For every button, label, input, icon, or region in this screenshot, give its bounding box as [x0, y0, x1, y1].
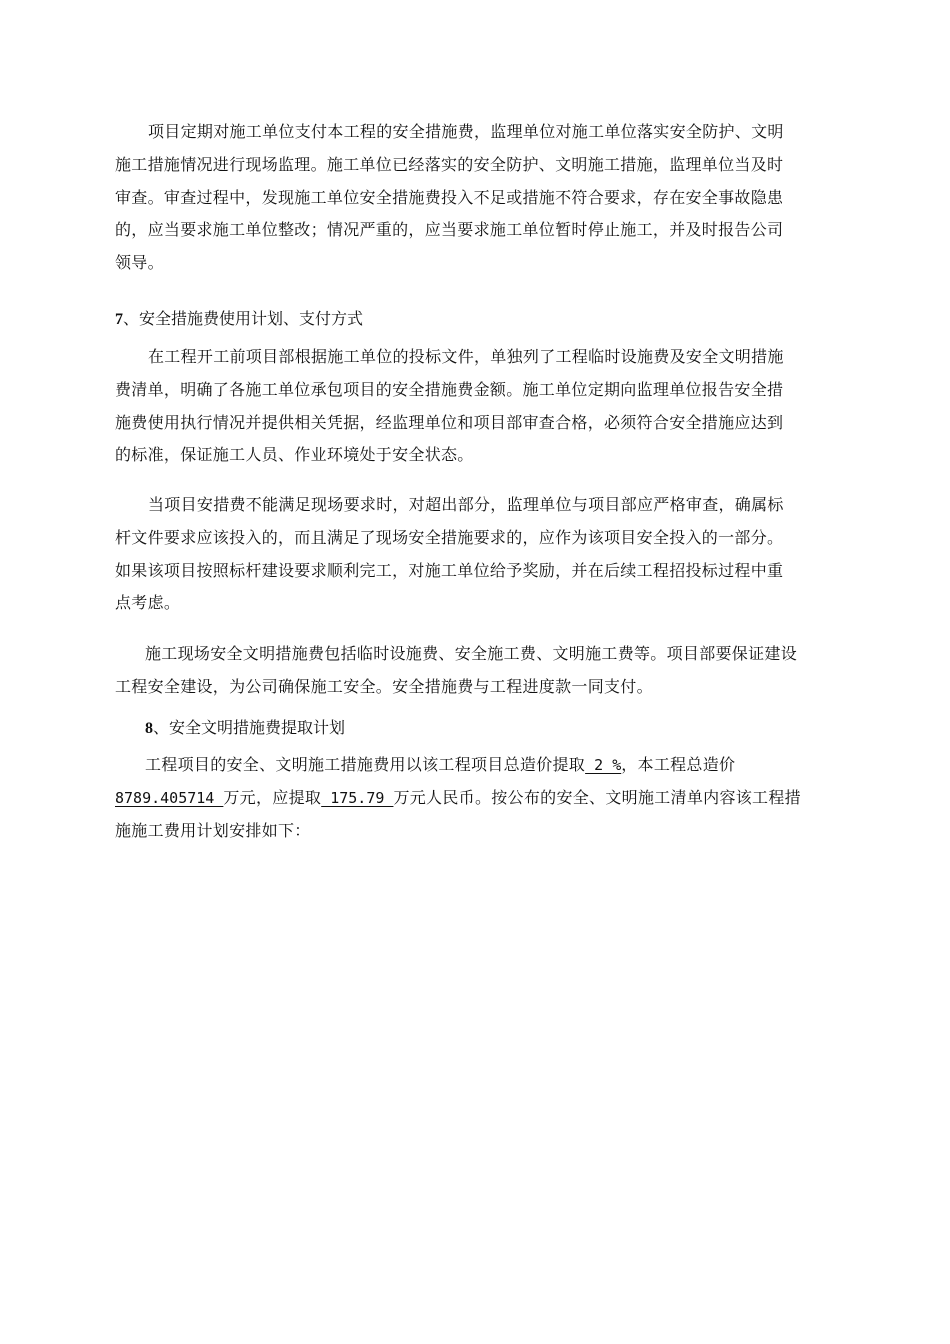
text-line: 费清单，明确了各施工单位承包项目的安全措施费金额。施工单位定期向监理单位报告安全措	[115, 379, 784, 399]
text-run: ，本工程总造价	[621, 755, 736, 774]
text-line: 审查。审查过程中，发现施工单位安全措施费投入不足或措施不符合要求，存在安全事故隐患	[115, 187, 784, 207]
section-number: 7	[115, 311, 123, 328]
section-title: 、安全措施费使用计划、支付方式	[123, 309, 364, 328]
paragraph-supervision	[115, 116, 840, 280]
text-line: 领导。	[115, 253, 164, 273]
text-line: 的，应当要求施工单位整改；情况严重的，应当要求施工单位暂时停止施工，并及时报告公司	[115, 220, 784, 240]
text-line	[115, 782, 840, 815]
section-number: 8	[145, 720, 153, 737]
section-title: 、安全文明措施费提取计划	[153, 718, 346, 737]
total-cost-value: 8789.405714	[115, 788, 224, 807]
text-line: 的标准，保证施工人员、作业环境处于安全状态。	[115, 445, 474, 465]
text-run: 万元，应提取	[223, 787, 322, 807]
text-line: 工程安全建设，为公司确保施工安全。安全措施费与工程进度款一同支付。	[115, 676, 653, 696]
text-line: 施工现场安全文明措施费包括临时设施费、安全施工费、文明施工费等。项目部要保证建设	[145, 644, 798, 663]
paragraph-usage-plan	[115, 341, 840, 472]
text-line: 施工措施情况进行现场监理。施工单位已经落实的安全防护、文明施工措施，监理单位当及时	[115, 154, 784, 174]
text-run: 万元人民币。按公布的安全、文明施工清单内容该工程措	[393, 787, 801, 807]
text-line: 点考虑。	[115, 593, 181, 613]
paragraph-extraction-plan	[115, 749, 840, 847]
paragraph-fee-composition	[115, 638, 840, 704]
text-line: 项目定期对施工单位支付本工程的安全措施费，监理单位对施工单位落实安全防护、文明	[148, 122, 784, 141]
text-run: 工程项目的安全、文明施工措施费用以该工程项目总造价提取	[145, 755, 586, 774]
section-heading-8	[145, 712, 345, 746]
extract-amount-value: 175.79	[321, 788, 394, 807]
paragraph-excess-cost	[115, 489, 840, 620]
text-line: 如果该项目按照标杆建设要求顺利完工，对施工单位给予奖励，并在后续工程招投标过程中重	[115, 560, 784, 580]
text-line	[115, 749, 840, 782]
text-line: 杆文件要求应该投入的，而且满足了现场安全措施要求的，应作为该项目安全投入的一部分。	[115, 527, 784, 547]
text-line: 施施工费用计划安排如下：	[115, 820, 311, 840]
text-line: 施费使用执行情况并提供相关凭据，经监理单位和项目部审查合格，必须符合安全措施应达到	[115, 412, 784, 432]
section-heading-7	[115, 303, 363, 337]
text-line: 当项目安措费不能满足现场要求时，对超出部分，监理单位与项目部应严格审查，确属标	[148, 495, 784, 514]
text-line: 在工程开工前项目部根据施工单位的投标文件，单独列了工程临时设施费及安全文明措施	[148, 347, 784, 366]
rate-value: 2 %	[585, 756, 622, 774]
